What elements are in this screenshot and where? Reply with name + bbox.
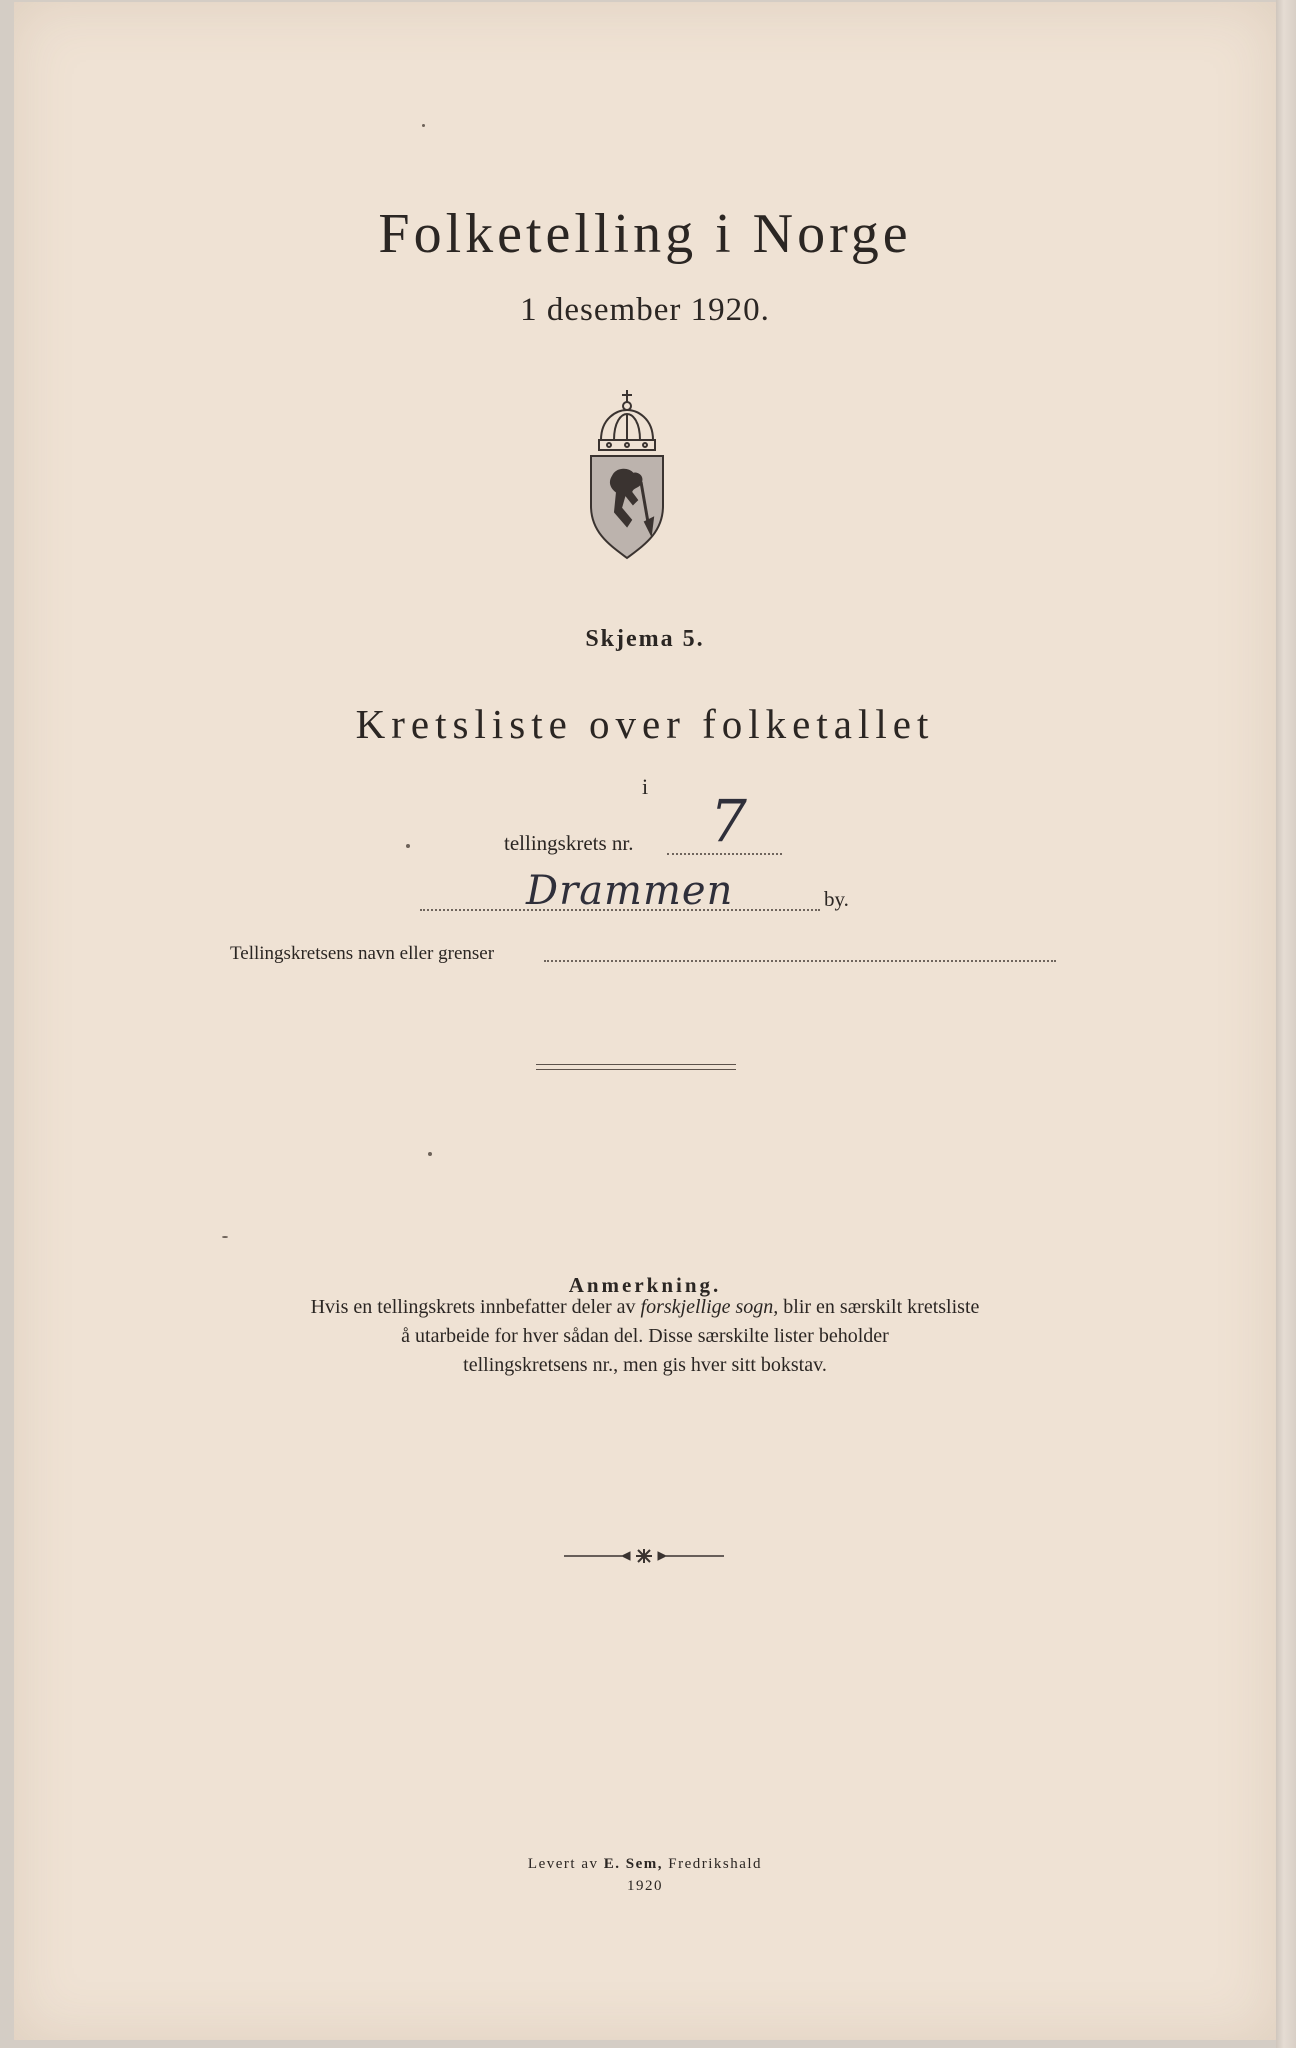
- note-line-1: [14, 1296, 1276, 1319]
- norwegian-coat-of-arms-icon: [587, 388, 667, 560]
- district-names-label: Tellingskretsens navn eller grenser: [230, 943, 495, 964]
- note-line-1-end: blir en særskilt kretsliste: [783, 1296, 980, 1318]
- paper-speck: [422, 124, 425, 127]
- form-heading: Kretsliste over folketallet: [355, 701, 935, 747]
- document-title: Folketelling i Norge: [378, 203, 912, 265]
- note-line-1-start: Hvis en tellingskrets innbefatter deler av: [310, 1296, 636, 1318]
- divider-rule-bottom: [536, 1069, 736, 1070]
- schema-number: Skjema 5.: [585, 626, 705, 652]
- preposition-i: i: [641, 774, 649, 799]
- note-line-2: å utarbeide for hver sådan del. Disse særskilte lister beholder: [401, 1325, 889, 1347]
- note-line-1-italic: forskjellige sogn,: [640, 1296, 779, 1318]
- printer-year: 1920: [627, 1878, 663, 1894]
- page-edge: [1276, 0, 1296, 2048]
- note-heading: Anmerkning.: [568, 1273, 722, 1297]
- town-suffix: by.: [824, 887, 849, 911]
- town-handwritten: Drammen: [526, 868, 734, 914]
- district-number-label: tellingskrets nr.: [504, 831, 634, 855]
- note-line-3: tellingskretsens nr., men gis hver sitt bokstav.: [463, 1354, 827, 1376]
- printer-name: E. Sem,: [603, 1856, 663, 1872]
- ornament-divider-icon: [564, 1548, 724, 1564]
- district-names-line: [544, 960, 1056, 962]
- paper-speck: [428, 1152, 432, 1156]
- census-form-page: [14, 2, 1276, 2040]
- divider-rule-top: [536, 1064, 736, 1065]
- paper-speck: [406, 844, 410, 848]
- district-number-handwritten: 7: [710, 787, 747, 855]
- paper-speck: [222, 1236, 228, 1238]
- document-date: 1 desember 1920.: [520, 292, 770, 328]
- printer-place: Fredrikshald: [668, 1856, 763, 1872]
- printer-credit: [14, 1856, 1276, 1873]
- printer-credit-start: Levert av: [527, 1856, 599, 1872]
